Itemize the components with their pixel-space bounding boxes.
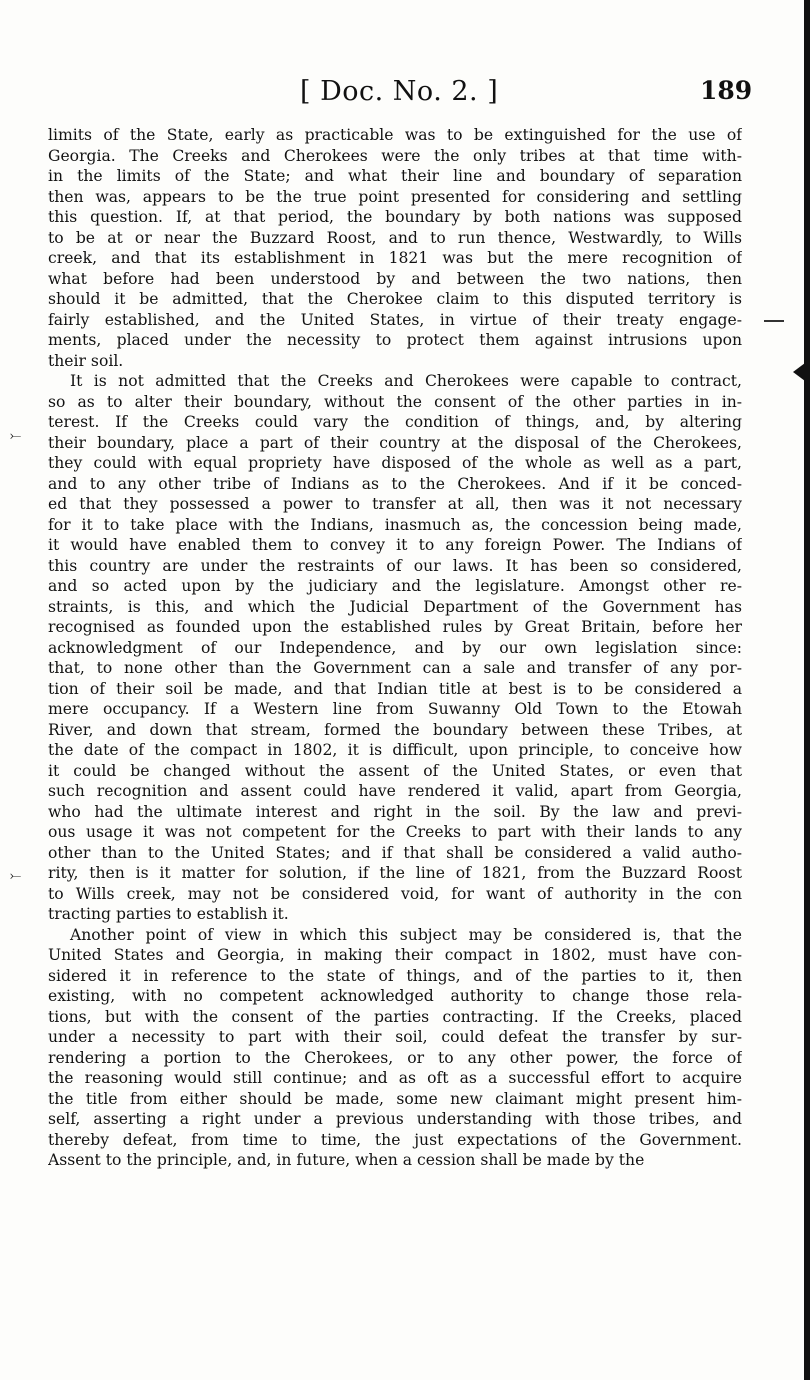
margin-dash-mark [764, 320, 784, 322]
page-edge-shadow [804, 0, 810, 1380]
text-line: the title from either should be made, some new claimant might present him- [48, 1089, 742, 1108]
text-line: the date of the compact in 1802, it is difficult, upon principle, to conceive how [48, 741, 742, 759]
text-line: they could with equal propriety have disposed of the whole as well as a part, [48, 454, 742, 472]
text-line: recognised as founded upon the established rules by Great Britain, before her [48, 618, 742, 636]
text-line: rity, then is it matter for solution, if the line of 1821, from the Buzzard Roost [48, 864, 742, 882]
text-line: River, and down that stream, formed the boundary between these Tribes, at [48, 720, 742, 739]
text-line: such recognition and assent could have rendered it valid, apart from Georgia, [48, 782, 742, 800]
text-line: and to any other tribe of Indians as to the Cherokees. And if it be conced- [48, 474, 742, 493]
text-line: terest. If the Creeks could vary the condition of things, and, by altering [48, 413, 742, 431]
text-line: self, asserting a right under a previous understanding with those tribes, and [48, 1110, 742, 1128]
text-line: acknowledgment of our Independence, and by our own legislation since: [48, 638, 742, 657]
text-line: that, to none other than the Government can a sale and transfer of any por- [48, 659, 742, 677]
text-line: tracting parties to establish it. [48, 905, 289, 923]
document-label: [ Doc. No. 2. ] [300, 76, 499, 107]
text-line: ed that they possessed a power to transfer at all, then was it not necessary [48, 495, 742, 513]
text-line: this country are under the restraints of our laws. It has been so considered, [48, 556, 742, 575]
text-line: it could be changed without the assent of the United States, or even that [48, 761, 742, 780]
page-number: 189 [700, 76, 753, 105]
text-line: what before had been understood by and between the two nations, then [48, 269, 742, 288]
text-line: tions, but with the consent of the parties contracting. If the Creeks, placed [48, 1007, 742, 1026]
text-line: Georgia. The Creeks and Cherokees were the only tribes at that time with- [48, 146, 742, 165]
text-line: tion of their soil be made, and that Indian title at best is to be considered a [48, 679, 742, 698]
text-line: thereby defeat, from time to time, the just expectations of the Government. [48, 1130, 742, 1149]
text-line: ments, placed under the necessity to protect them against intrusions upon [48, 331, 742, 349]
text-line: other than to the United States; and if that shall be considered a valid autho- [48, 843, 742, 862]
page-header [0, 76, 810, 116]
text-line: straints, is this, and which the Judicial Department of the Government has [48, 597, 742, 616]
text-line: who had the ultimate interest and right in the soil. By the law and previ- [48, 802, 742, 821]
paragraph [48, 125, 742, 371]
text-line: should it be admitted, that the Cherokee claim to this disputed territory is [48, 290, 742, 308]
text-line: their soil. [48, 351, 124, 370]
text-line: it would have enabled them to convey it to any foreign Power. The Indians of [48, 536, 742, 554]
paragraph [48, 925, 742, 1171]
text-line: mere occupancy. If a Western line from Suwanny Old Town to the Etowah [48, 700, 742, 718]
text-line: in the limits of the State; and what their line and boundary of separation [48, 167, 742, 185]
text-line: and so acted upon by the judiciary and the legislature. Amongst other re- [48, 577, 742, 595]
text-line: It is not admitted that the Creeks and Cherokees were capable to contract, [70, 372, 742, 390]
text-line: this question. If, at that period, the boundary by both nations was supposed [48, 208, 742, 226]
text-line: creek, and that its establishment in 1821 was but the mere recognition of [48, 249, 742, 267]
text-line: then was, appears to be the true point presented for considering and settling [48, 187, 742, 206]
text-line: limits of the State, early as practicable was to be extinguished for the use of [48, 126, 742, 144]
text-line: so as to alter their boundary, without the consent of the other parties in in- [48, 392, 742, 411]
text-line: fairly established, and the United States, in virtue of their treaty engage- [48, 310, 742, 329]
text-line: ous usage it was not competent for the Creeks to part with their lands to any [48, 823, 742, 841]
document-body [48, 125, 742, 1171]
text-line: sidered it in reference to the state of things, and of the parties to it, then [48, 966, 742, 985]
text-line: rendering a portion to the Cherokees, or to any other power, the force of [48, 1048, 742, 1067]
margin-triangle-icon [793, 363, 805, 381]
text-line: existing, with no competent acknowledged authority to change those rela- [48, 987, 742, 1005]
text-line: to be at or near the Buzzard Roost, and to run thence, Westwardly, to Wills [48, 228, 742, 247]
text-line: Another point of view in which this subject may be considered is, that the [70, 925, 742, 944]
text-line: under a necessity to part with their soil, could defeat the transfer by sur- [48, 1028, 742, 1046]
margin-arrow-icon: ⤚ [10, 868, 22, 884]
text-line: the reasoning would still continue; and as oft as a successful effort to acquire [48, 1069, 742, 1087]
paragraph [48, 371, 742, 925]
margin-arrow-icon: ⤚ [10, 428, 22, 444]
text-line: for it to take place with the Indians, inasmuch as, the concession being made, [48, 515, 742, 534]
text-line: Assent to the principle, and, in future, when a cession shall be made by the [48, 1151, 645, 1169]
text-line: United States and Georgia, in making their compact in 1802, must have con- [48, 946, 742, 964]
text-line: their boundary, place a part of their country at the disposal of the Cherokees, [48, 433, 742, 452]
text-line: to Wills creek, may not be considered void, for want of authority in the con [48, 884, 742, 903]
